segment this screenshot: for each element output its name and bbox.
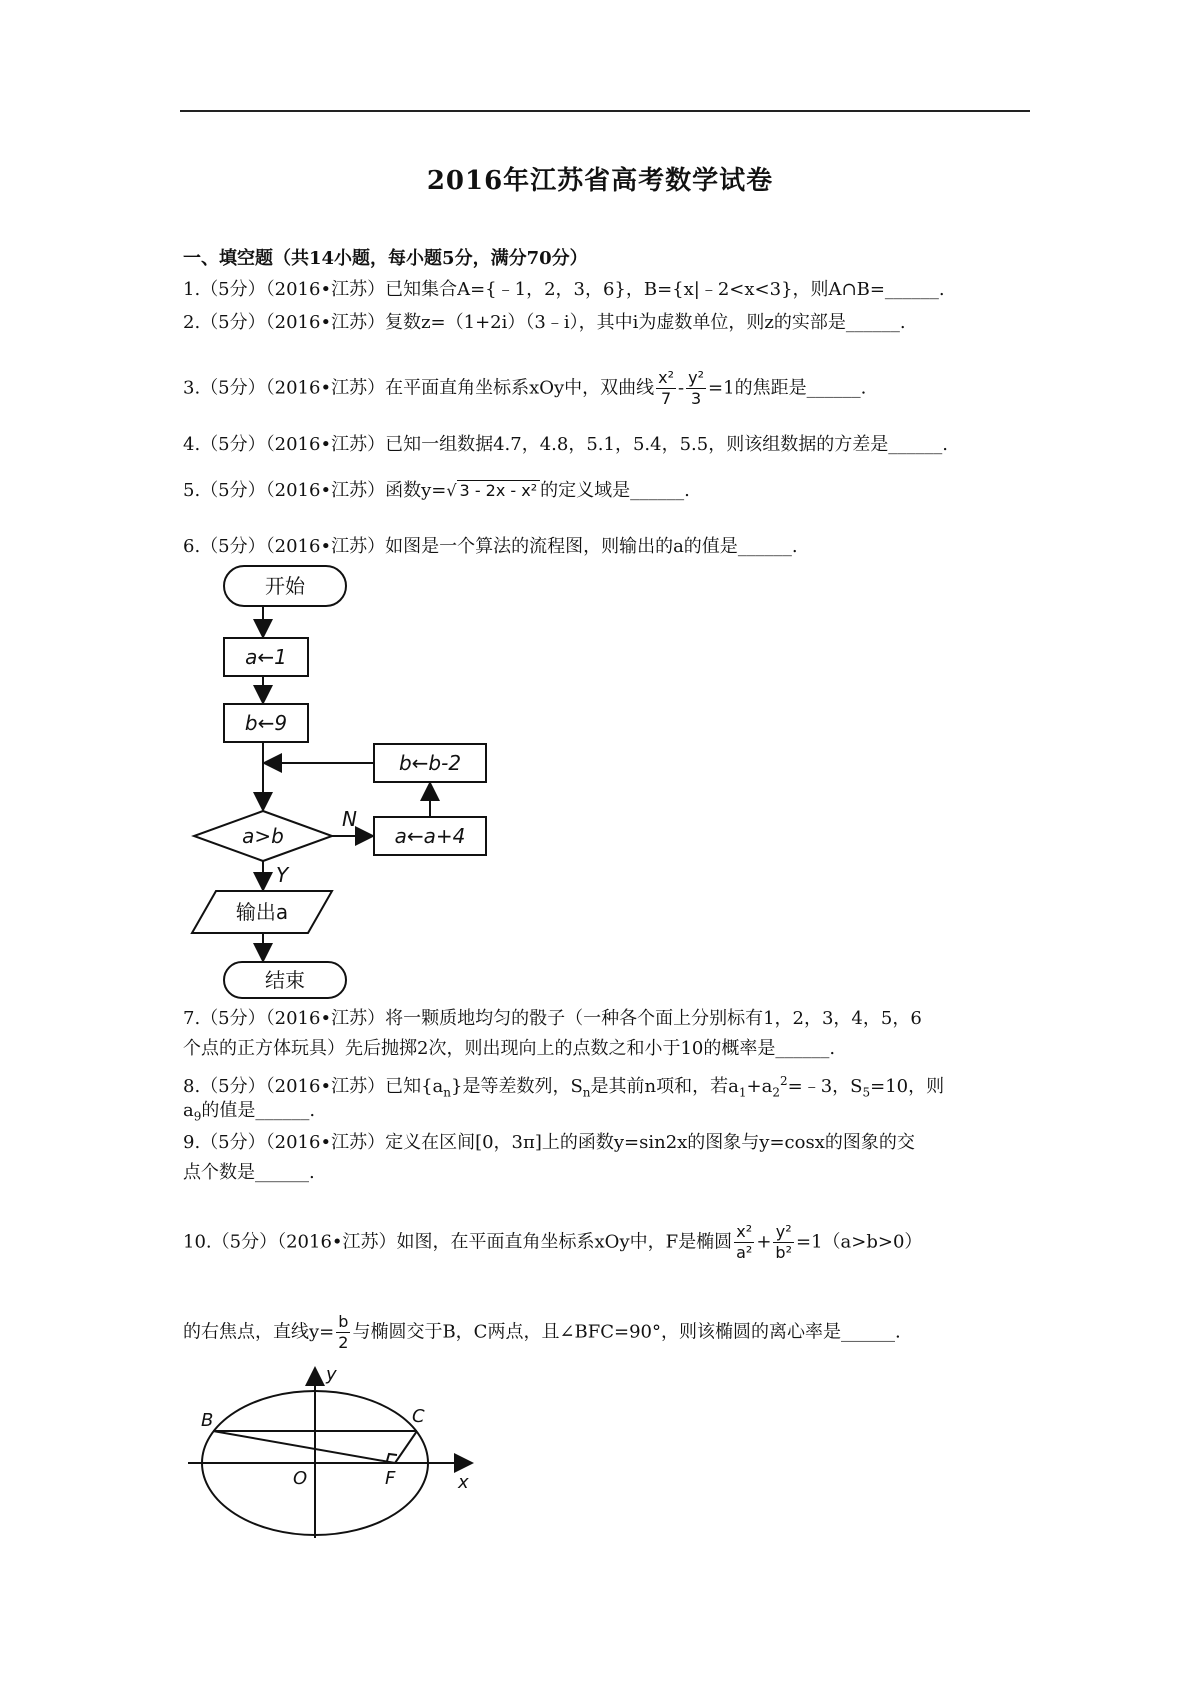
origin-label: O bbox=[293, 1468, 308, 1489]
flowchart bbox=[180, 560, 520, 1000]
header-rule bbox=[180, 110, 1030, 112]
fraction-y2-3: $\frac{\text{y²}}{3}$ bbox=[688, 368, 705, 408]
segment-bf bbox=[213, 1431, 395, 1463]
fraction-y2-b2: $\frac{\text{y²}}{\text{b²}}$ bbox=[775, 1222, 792, 1262]
question-10-line2: 的右焦点，直线y= $\frac{b}{2}$ 与椭圆交于B，C两点，且∠BFC=90°，则该椭圆的离心率是______. bbox=[183, 1312, 901, 1352]
question-7: 7.（5分）（2016•江苏）将一颗质地均匀的骰子（一种各个面上分别标有1，2，3，4，5，6 bbox=[183, 1008, 922, 1029]
fraction-b-2: $\frac{b}{2}$ bbox=[338, 1312, 349, 1352]
question-9-line2: 点个数是______. bbox=[183, 1162, 315, 1183]
point-f-label: F bbox=[385, 1468, 396, 1489]
question-2: 2.（5分）（2016•江苏）复数z=（1+2i）（3﹣i），其中i为虚数单位，则z的实部是______. bbox=[183, 312, 906, 333]
question-5: 5.（5分）（2016•江苏）函数y=√ 3 - 2x - x² 的定义域是______. bbox=[183, 476, 690, 506]
point-b-label: B bbox=[201, 1410, 214, 1431]
flow-b-init-label: b←9 bbox=[244, 711, 288, 735]
point-c-label: C bbox=[412, 1406, 425, 1427]
question-3: 3.（5分）（2016•江苏）在平面直角坐标系xOy中，双曲线 $\frac{\text{x²}}{7}$ - $\frac{\text{y²}}{3}$ =1的焦距是______. bbox=[183, 368, 867, 408]
section-heading: 一、填空题（共14小题，每小题5分，满分70分） bbox=[183, 248, 588, 269]
flow-condition-label: a>b bbox=[242, 824, 284, 848]
flow-a-init-label: a←1 bbox=[245, 645, 287, 669]
sqrt-expression: √ 3 - 2x - x² bbox=[446, 476, 540, 506]
flow-no-label: N bbox=[342, 807, 357, 831]
question-1: 1.（5分）（2016•江苏）已知集合A={﹣1，2，3，6}，B={x|﹣2<x<3}，则A∩B=______. bbox=[183, 279, 945, 300]
question-4: 4.（5分）（2016•江苏）已知一组数据4.7，4.8，5.1，5.4，5.5，则该组数据的方差是______. bbox=[183, 434, 948, 455]
right-angle-mark bbox=[387, 1454, 397, 1461]
page-title: 2016年江苏省高考数学试卷 bbox=[426, 166, 774, 196]
flow-a-update-label: a←a+4 bbox=[394, 824, 466, 848]
question-9: 9.（5分）（2016•江苏）定义在区间[0，3π]上的函数y=sin2x的图象与y=cosx的图象的交 bbox=[183, 1132, 915, 1153]
question-10: 10.（5分）（2016•江苏）如图，在平面直角坐标系xOy中，F是椭圆 $\frac{\text{x²}}{\text{a²}}$ + $\frac{\text{y²}}{\text{b²}}$ =1（a>b>0） bbox=[183, 1222, 923, 1262]
question-8: 8.（5分）（2016•江苏）已知$\{a_n\}$是等差数列，$S_n$是其前n项和，若$a_1+a_2^2=﹣3$，$S_5=10$，则 bbox=[183, 1074, 945, 1100]
question-8-line2: $a_9$的值是______. bbox=[183, 1100, 316, 1124]
fraction-x2-a2: $\frac{\text{x²}}{\text{a²}}$ bbox=[736, 1222, 753, 1262]
segment-cf bbox=[395, 1431, 417, 1463]
flow-yes-label: Y bbox=[276, 863, 289, 887]
flow-b-update-label: b←b-2 bbox=[398, 751, 462, 775]
fraction-x2-7: $\frac{\text{x²}}{7}$ bbox=[658, 368, 675, 408]
question-6: 6.（5分）（2016•江苏）如图是一个算法的流程图，则输出的a的值是______. bbox=[183, 536, 798, 557]
flow-output-label: 输出a bbox=[235, 900, 289, 924]
x-axis-label: x bbox=[458, 1472, 469, 1493]
y-axis-label: y bbox=[326, 1364, 337, 1385]
ellipse-figure bbox=[180, 1360, 480, 1550]
flow-end-label: 结束 bbox=[265, 968, 305, 992]
question-7-line2: 个点的正方体玩具）先后抛掷2次，则出现向上的点数之和小于10的概率是______. bbox=[183, 1038, 836, 1059]
flow-start-label: 开始 bbox=[265, 574, 305, 598]
